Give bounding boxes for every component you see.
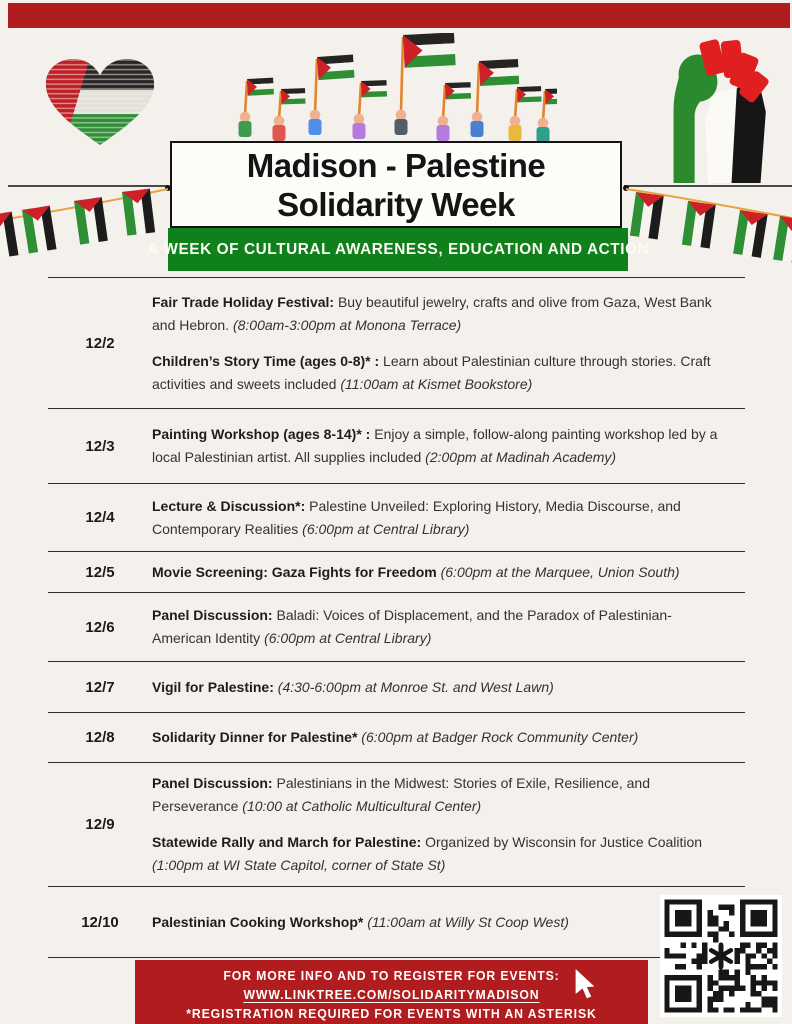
event-text: Statewide Rally and March for Palestine: Organized by Wisconsin for Justice Coalition (1:00pm at WI State Capitol, corner of State St): [152, 834, 703, 873]
event-text: Palestinian Cooking Workshop* (11:00am at Willy St Coop West): [152, 913, 569, 930]
event-text: Painting Workshop (ages 8-14)* : Enjoy a simple, follow-along painting workshop led by a local Palestinian artist. All supplies included (2:00pm at Madinah Academy): [152, 426, 718, 465]
date-label: 12/4: [85, 509, 115, 526]
raised-fist-icon: [655, 38, 787, 183]
schedule-row-12-4: [48, 483, 745, 551]
top-red-bar: [8, 3, 790, 28]
footer-info-line: FOR MORE INFO AND TO REGISTER FOR EVENTS:: [223, 969, 560, 983]
date-label: 12/3: [85, 437, 115, 455]
linktree-url-link[interactable]: WWW.LINKTREE.COM/SOLIDARITYMADISON: [243, 988, 540, 1002]
date-label: 12/10: [81, 913, 119, 931]
event-text: Lecture & Discussion*: Palestine Unveiled: Exploring History, Media Discourse, and Contemporary Realities (6:00pm at Central Library): [152, 497, 681, 537]
schedule-row-12-2: [48, 277, 745, 408]
schedule-row-12-3: [48, 408, 745, 483]
event-text: Vigil for Palestine: (4:30-6:00pm at Monroe St. and West Lawn): [152, 678, 554, 695]
event-text: Fair Trade Holiday Festival: Buy beautiful jewelry, crafts and olive from Gaza, West Bank and Hebron. (8:00am-3:00pm at Monona Terrace): [152, 293, 712, 333]
schedule-table: [48, 277, 745, 958]
schedule-row-12-8: [48, 712, 745, 762]
event-text: Children’s Story Time (ages 0-8)* : Learn about Palestinian culture through stories. Craft activities and sweets included (11:00am at Kismet Bookstore): [152, 352, 711, 392]
date-label: 12/8: [85, 729, 115, 746]
subtitle-text: A WEEK OF CULTURAL AWARENESS, EDUCATION AND ACTION: [147, 240, 649, 258]
footer-registration-note: *REGISTRATION REQUIRED FOR EVENTS WITH AN ASTERISK: [186, 1007, 597, 1021]
qr-code: [660, 895, 782, 1017]
schedule-row-12-9: [48, 762, 745, 886]
title-box: [170, 141, 622, 228]
date-label: 12/2: [85, 334, 115, 352]
page-title-line2: Solidarity Week: [277, 185, 515, 223]
schedule-row-12-5: [48, 551, 745, 592]
event-text: Solidarity Dinner for Palestine* (6:00pm at Badger Rock Community Center): [152, 729, 639, 745]
event-text: Panel Discussion: Palestinians in the Midwest: Stories of Exile, Resilience, and Perseverance (10:00 at Catholic Multicultural Center): [152, 775, 650, 814]
date-label: 12/6: [85, 618, 115, 636]
page-title-line1: Madison - Palestine: [246, 146, 546, 184]
schedule-row-12-6: [48, 592, 745, 661]
date-label: 12/7: [85, 678, 115, 696]
event-text: Panel Discussion: Baladi: Voices of Displacement, and the Paradox of Palestinian-American Identity (6:00pm at Central Library): [152, 607, 672, 646]
date-label: 12/5: [85, 563, 115, 581]
event-text: Movie Screening: Gaza Fights for Freedom (6:00pm at the Marquee, Union South): [152, 563, 680, 580]
palestine-heart-icon: [42, 56, 158, 148]
schedule-row-12-7: [48, 661, 745, 712]
date-label: 12/9: [85, 816, 115, 833]
hands-waving-flags-icon: [233, 33, 557, 141]
cursor-arrow-icon: [572, 969, 598, 999]
subtitle-banner: [147, 228, 649, 271]
schedule-row-12-10: [48, 886, 745, 958]
